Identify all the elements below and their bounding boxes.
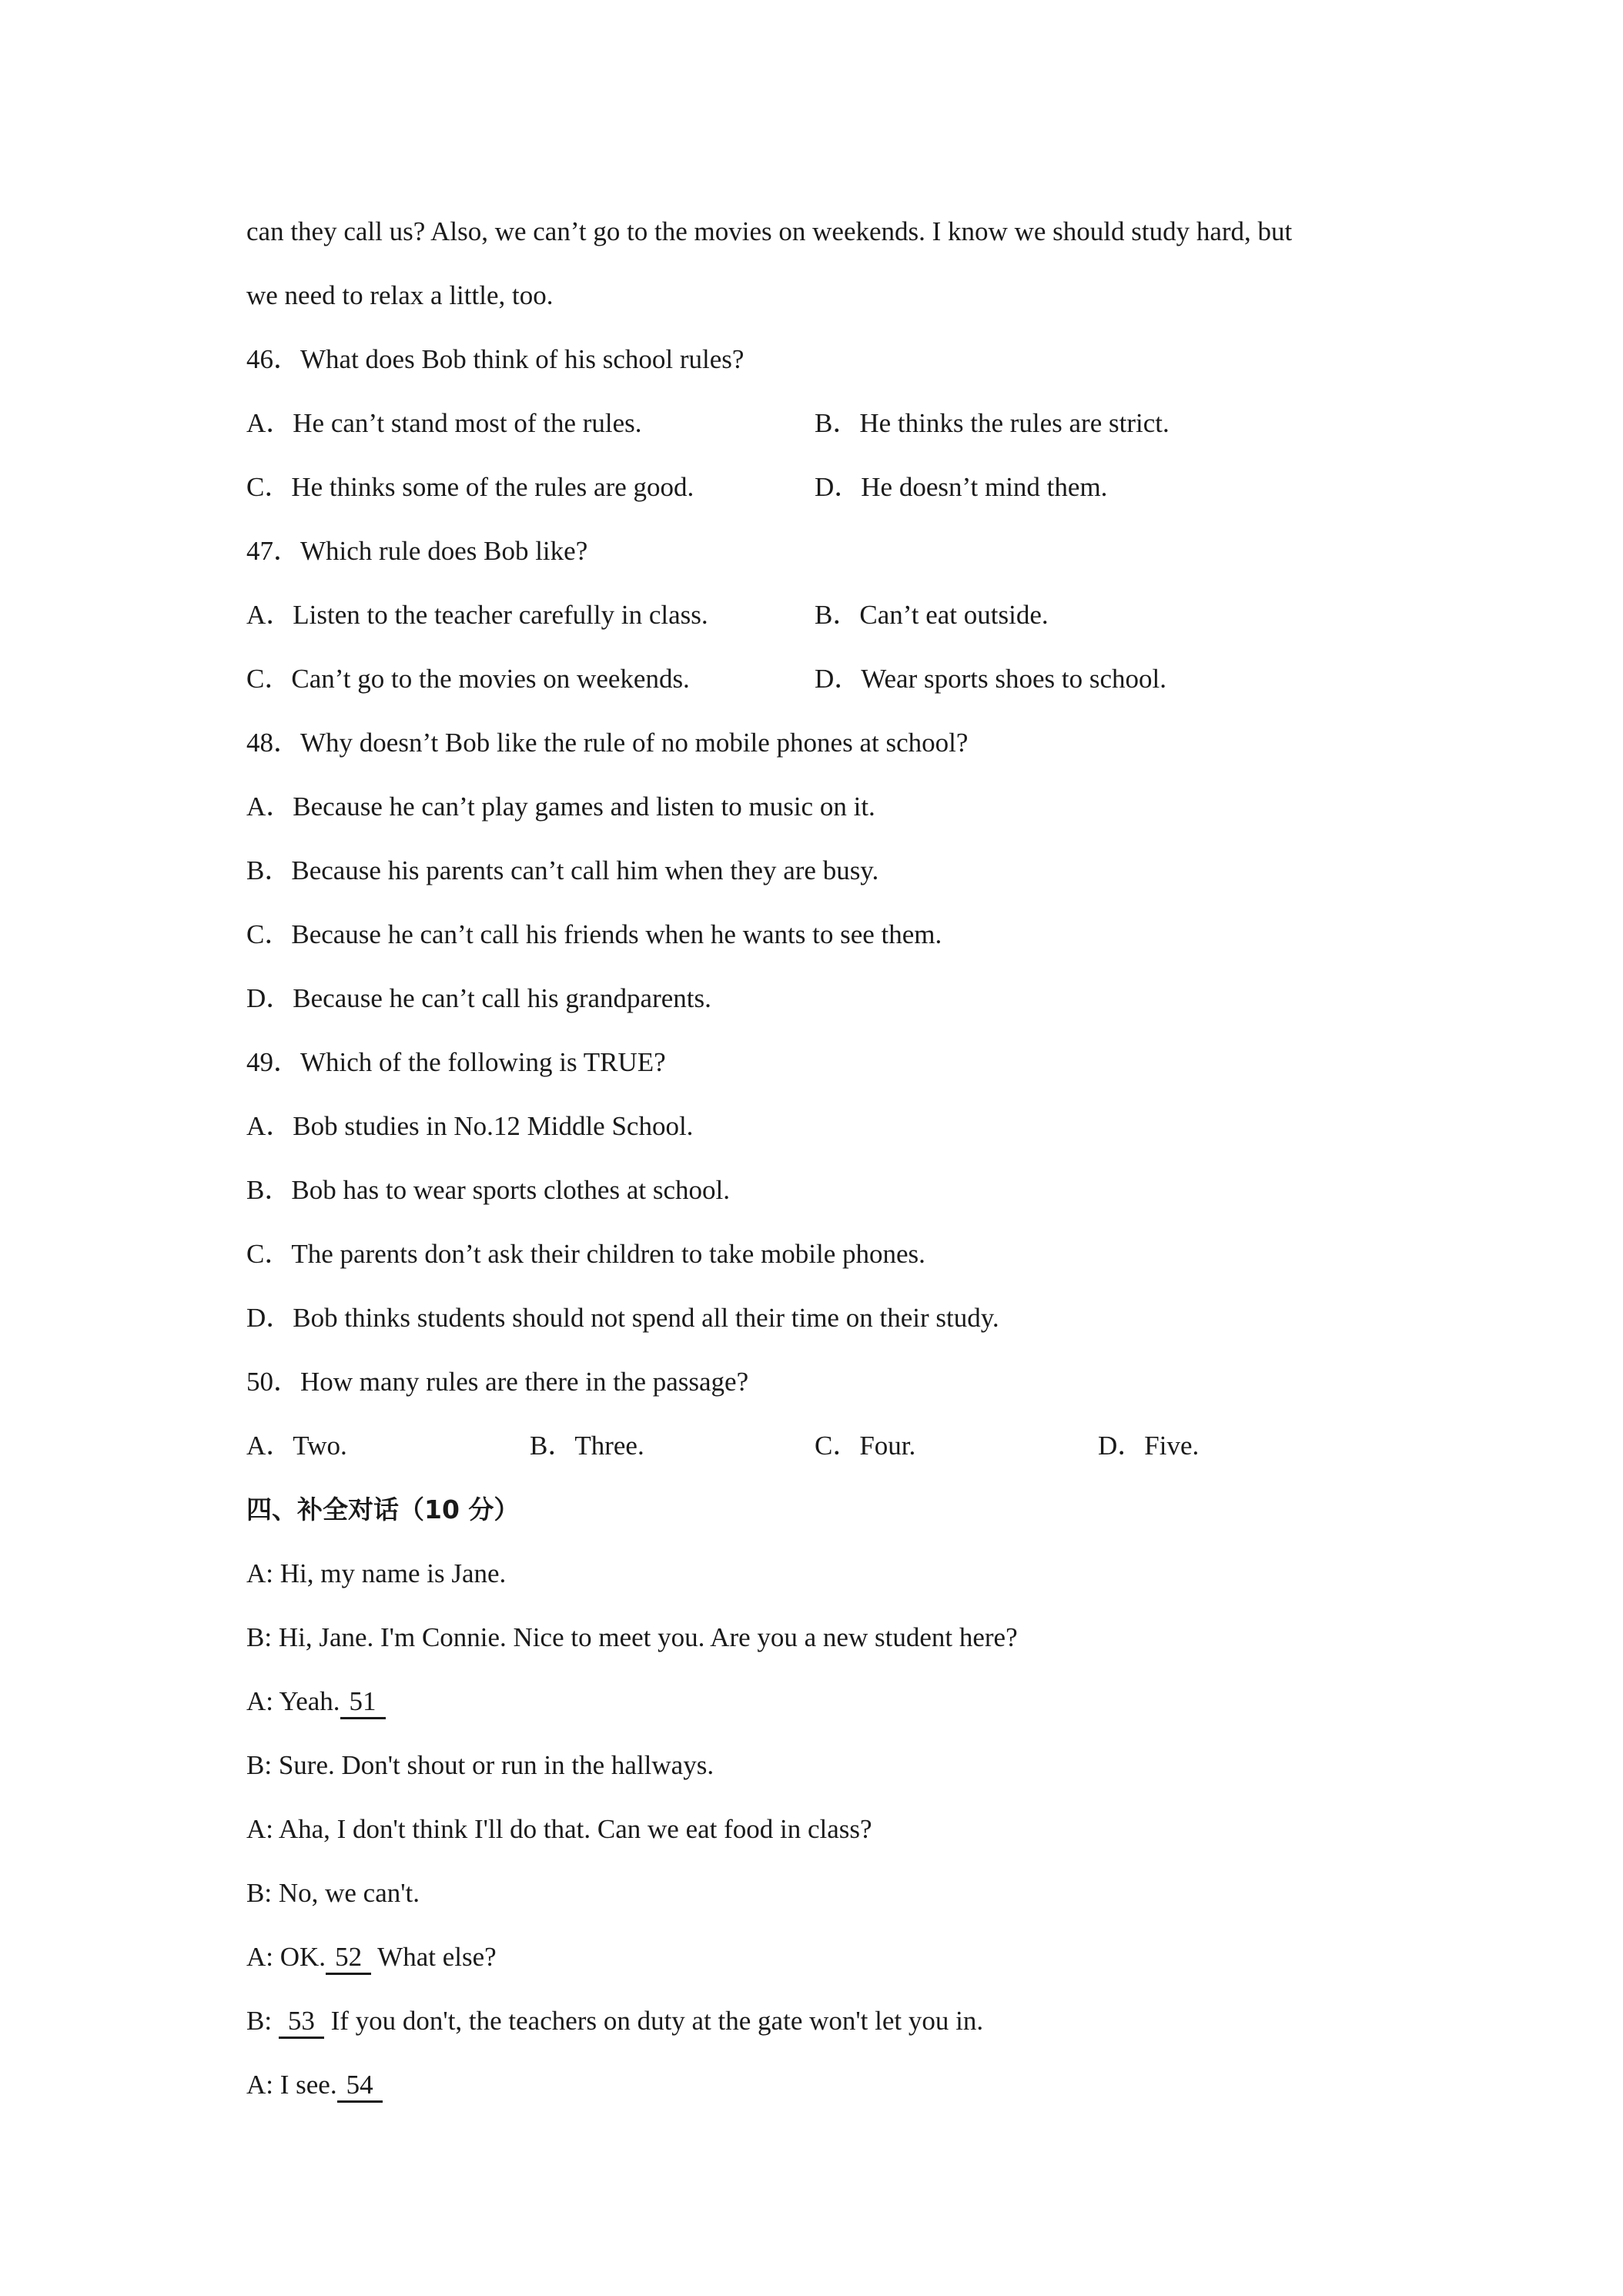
q47-option-a: A．Listen to the teacher carefully in class.: [246, 600, 708, 630]
q49-option-d: D．Bob thinks students should not spend all their time on their study.: [246, 1303, 999, 1333]
q46-option-a: A．He can’t stand most of the rules.: [246, 408, 642, 438]
question-47: 47．Which rule does Bob like?: [246, 536, 588, 566]
dialogue-line-4: B: Sure. Don't shout or run in the hallways.: [246, 1750, 714, 1780]
q47-option-c: C．Can’t go to the movies on weekends.: [246, 664, 690, 694]
q50-option-b: B．Three.: [530, 1431, 644, 1461]
blank-51: 51: [340, 1686, 386, 1719]
dialogue-line-7-suffix: What else?: [371, 1942, 497, 1972]
q49-option-b: B．Bob has to wear sports clothes at school.: [246, 1175, 730, 1205]
dialogue-line-8: [246, 2002, 983, 2040]
q46-option-b: B．He thinks the rules are strict.: [815, 408, 1170, 438]
dialogue-line-9-prefix: A: I see.: [246, 2070, 337, 2100]
blank-52: 52: [326, 1942, 371, 1975]
question-49: 49．Which of the following is TRUE?: [246, 1047, 666, 1077]
section-heading: 四、补全对话（10 分）: [246, 1494, 520, 1525]
dialogue-line-9: [246, 2066, 383, 2104]
q49-option-a: A．Bob studies in No.12 Middle School.: [246, 1111, 694, 1141]
q50-option-d: D．Five.: [1098, 1431, 1200, 1461]
q49-option-c: C．The parents don’t ask their children to take mobile phones.: [246, 1239, 925, 1269]
q46-option-d: D．He doesn’t mind them.: [815, 472, 1108, 502]
dialogue-line-7-prefix: A: OK.: [246, 1942, 326, 1972]
question-50: 50．How many rules are there in the passage?: [246, 1367, 749, 1397]
q47-option-d: D．Wear sports shoes to school.: [815, 664, 1166, 694]
question-46: 46．What does Bob think of his school rules?: [246, 344, 745, 374]
q50-option-c: C．Four.: [815, 1431, 916, 1461]
dialogue-line-7: [246, 1938, 497, 1976]
q47-option-b: B．Can’t eat outside.: [815, 600, 1049, 630]
dialogue-line-2: B: Hi, Jane. I'm Connie. Nice to meet you. Are you a new student here?: [246, 1622, 1018, 1652]
q48-option-b: B．Because his parents can’t call him when they are busy.: [246, 855, 879, 885]
dialogue-line-3-text: A: Yeah.: [246, 1686, 340, 1716]
passage-line-1: can they call us? Also, we can’t go to the movies on weekends. I know we should study hard, but: [246, 216, 1293, 246]
dialogue-line-8-prefix: B:: [246, 2006, 279, 2036]
dialogue-line-8-suffix: If you don't, the teachers on duty at the gate won't let you in.: [323, 2006, 984, 2036]
dialogue-line-5: A: Aha, I don't think I'll do that. Can we eat food in class?: [246, 1814, 872, 1844]
blank-54: 54: [337, 2070, 383, 2103]
passage-line-2: we need to relax a little, too.: [246, 280, 554, 310]
q50-option-a: A．Two.: [246, 1431, 347, 1461]
dialogue-line-1: A: Hi, my name is Jane.: [246, 1558, 507, 1588]
dialogue-line-6: B: No, we can't.: [246, 1878, 420, 1908]
q48-option-d: D．Because he can’t call his grandparents.: [246, 983, 711, 1013]
blank-53: 53: [279, 2006, 324, 2039]
question-48: 48．Why doesn’t Bob like the rule of no mobile phones at school?: [246, 728, 969, 758]
q48-option-c: C．Because he can’t call his friends when he wants to see them.: [246, 919, 942, 949]
q46-option-c: C．He thinks some of the rules are good.: [246, 472, 694, 502]
dialogue-line-3: [246, 1682, 386, 1721]
q48-option-a: A．Because he can’t play games and listen to music on it.: [246, 792, 875, 822]
